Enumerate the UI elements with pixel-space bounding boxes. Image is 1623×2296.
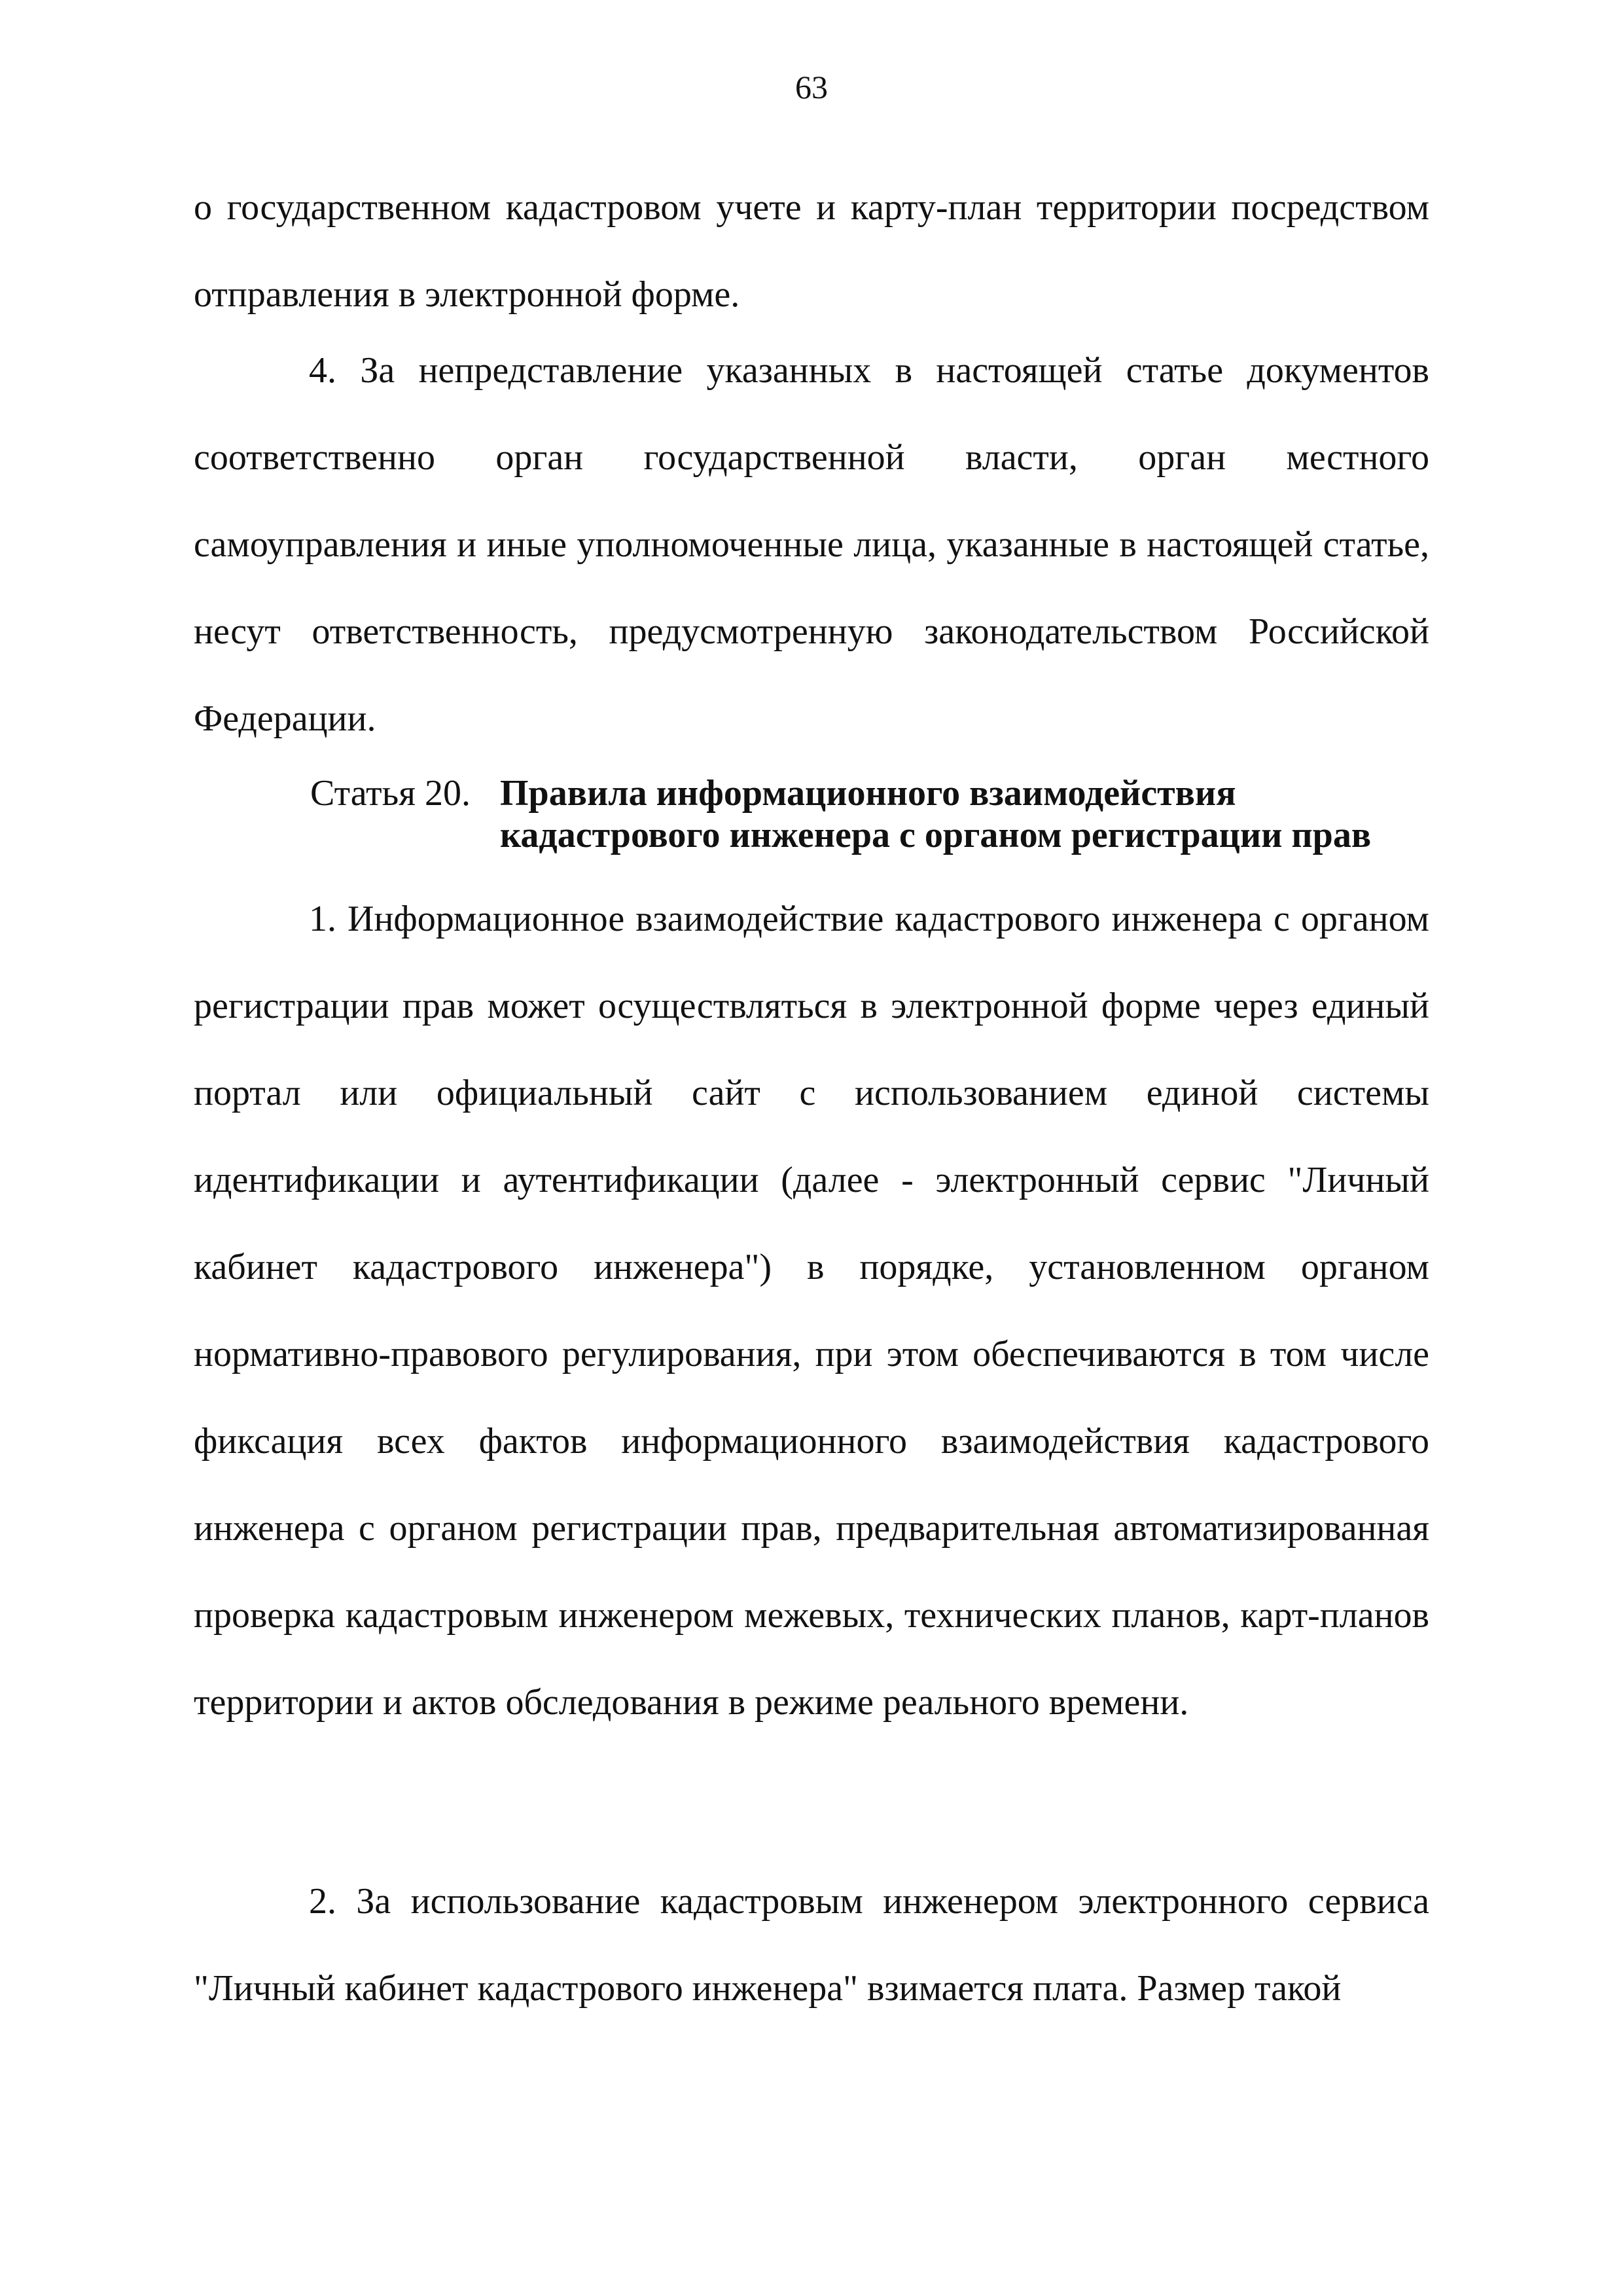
article-item-2-text: 2. За использование кадастровым инженером электронного сервиса "Личный кабинет кадастрового инженера" взимается плата. Размер такой <box>194 1881 1429 2009</box>
article-title-line-2: кадастрового инженера с органом регистрации прав <box>500 815 1372 855</box>
article-item-1-text: 1. Информационное взаимодействие кадастрового инженера с органом регистрации прав может осуществляться в электронной форме через единый портал или официальный сайт с использованием единой системы идентификации и аутентификации (далее - электронный сервис "Личный кабинет кадастрового инженера") в порядке, установленном органом нормативно-правового регулирования, при этом обеспечиваются в том числе фиксация всех фактов информационного взаимодействия кадастрового инженера с органом регистрации прав, предварительная автоматизированная проверка кадастровым инженером межевых, технических планов, карт-планов территории и актов обследования в режиме реального времени. <box>194 899 1429 1723</box>
continuation-paragraph <box>194 164 1429 338</box>
page-number: 63 <box>795 69 828 105</box>
article-title <box>500 772 1462 856</box>
continuation-text: о государственном кадастровом учете и карту-план территории посредством отправления в электронной форме. <box>194 187 1429 315</box>
article-label: Статья 20. <box>310 773 471 814</box>
article-item-2-paragraph <box>194 1858 1429 2032</box>
article-title-line-1: Правила информационного взаимодействия <box>500 773 1236 814</box>
item-4-text: 4. За непредставление указанных в настоящей статье документов соответственно орган государственной власти, орган местного самоуправления и иные уполномоченные лица, указанные в настоящей статье, несут ответственность, предусмотренную законодательством Российской Федерации. <box>194 350 1429 739</box>
article-item-1-paragraph <box>194 876 1429 1746</box>
item-4-paragraph <box>194 327 1429 762</box>
